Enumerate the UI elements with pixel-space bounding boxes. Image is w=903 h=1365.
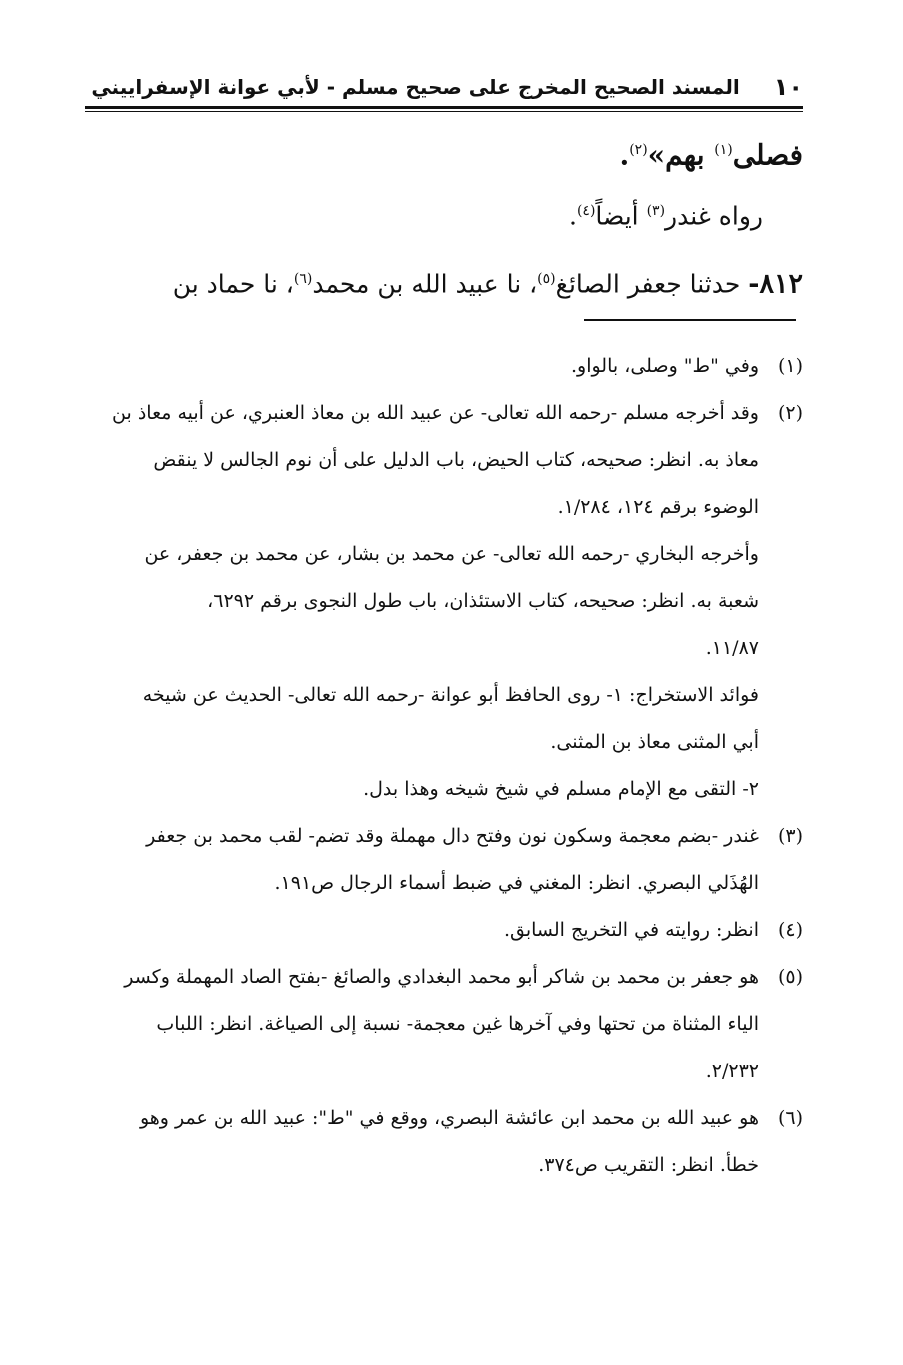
footnote-line: هو عبيد الله بن محمد ابن عائشة البصري، ووقع في "ط": عبيد الله بن عمر وهو: [139, 1107, 759, 1129]
footnote-mark: (٢): [777, 402, 803, 424]
footnote-4: [85, 907, 803, 954]
footnote-line: غندر -بضم معجمة وسكون نون وفتح دال مهملة وقد تضم- لقب محمد بن جعفر: [146, 825, 759, 847]
footnote-2: [85, 390, 803, 531]
footnote-mark: (٣): [777, 825, 803, 847]
footnote-1: [85, 343, 803, 390]
footnote-line: ١١/٨٧.: [705, 637, 759, 659]
footnote-ref: (٢): [629, 142, 648, 158]
footnote-2-benefits: [85, 672, 803, 813]
book-title: المسند الصحيح المخرج على صحيح مسلم - لأبي عوانة الإسفراييني: [91, 75, 740, 99]
footnote-line: الياء المثناة من تحتها وفي آخرها غين معجمة- نسبة إلى الصياغة. انظر: اللباب: [156, 1013, 759, 1035]
footnote-mark: (١): [777, 355, 803, 377]
footnote-line: فوائد الاستخراج: ١- روى الحافظ أبو عوانة -رحمه الله تعالى- الحديث عن شيخه: [142, 684, 759, 706]
footnote-line: الوضوء برقم ١٢٤، ١/٢٨٤.: [557, 496, 759, 518]
footnote-line: معاذ به. انظر: صحيحه، كتاب الحيض، باب الدليل على أن نوم الجالس لا ينقض: [153, 449, 759, 471]
footnote-ref: (١): [714, 142, 733, 158]
footnote-6: [85, 1095, 803, 1189]
header-rule-thin: [85, 111, 803, 112]
footnote-ref: (٥): [537, 270, 556, 287]
footnote-line: وقد أخرجه مسلم -رحمه الله تعالى- عن عبيد الله بن معاذ العنبري، عن أبيه معاذ بن: [112, 402, 759, 424]
footnote-line: أبي المثنى معاذ بن المثنى.: [550, 731, 759, 753]
footnote-mark: (٥): [777, 966, 803, 988]
footnote-line: خطأ. انظر: التقريب ص٣٧٤.: [538, 1154, 759, 1176]
header-rule: [85, 106, 803, 109]
footnote-line: ٢/٢٣٢.: [705, 1060, 759, 1082]
footnote-line: هو جعفر بن محمد بن شاكر أبو محمد البغدادي والصائغ -بفتح الصاد المهملة وكسر: [124, 966, 759, 988]
footnote-ref: (٦): [293, 270, 313, 287]
page-number: ١٠: [773, 73, 803, 101]
main-line-1: فصلى$^{(١)}$ بهم»$^{(٢)}$.: [619, 138, 803, 172]
running-header: [85, 70, 803, 104]
footnote-2-bukhari: [85, 531, 803, 672]
footnote-line: انظر: روايته في التخريج السابق.: [503, 919, 759, 941]
footnote-5: [85, 954, 803, 1095]
footnote-ref: (٣): [646, 203, 666, 220]
footnote-line: وأخرجه البخاري -رحمه الله تعالى- عن محمد بن بشار، عن محمد بن جعفر، عن: [144, 543, 759, 565]
hadith-number: ٨١٢-: [748, 267, 803, 299]
footnote-3: [85, 813, 803, 907]
hadith-line: ٨١٢- حدثنا جعفر الصائغ$^{(٥)}$، نا عبيد الله بن محمد$^{(٦)}$، نا حماد بن: [172, 267, 803, 299]
footnote-mark: (٤): [777, 919, 803, 941]
footnote-separator: [584, 319, 796, 321]
main-line-2: رواه غندر$^{(٣)}$ أيضاً$^{(٤)}$.: [569, 201, 763, 231]
footnote-line: ٢- التقى مع الإمام مسلم في شيخ شيخه وهذا بدل.: [363, 778, 759, 800]
footnote-line: الهُذَلي البصري. انظر: المغني في ضبط أسماء الرجال ص١٩١.: [274, 872, 759, 894]
main-text: [85, 122, 803, 318]
footnote-line: شعبة به. انظر: صحيحه، كتاب الاستئذان، باب طول النجوى برقم ٦٢٩٢،: [207, 590, 759, 612]
footnote-ref: (٤): [576, 203, 596, 220]
footnote-line: وفي "ط" وصلى، بالواو.: [570, 355, 759, 377]
footnotes: [85, 343, 803, 1189]
footnote-mark: (٦): [777, 1107, 803, 1129]
